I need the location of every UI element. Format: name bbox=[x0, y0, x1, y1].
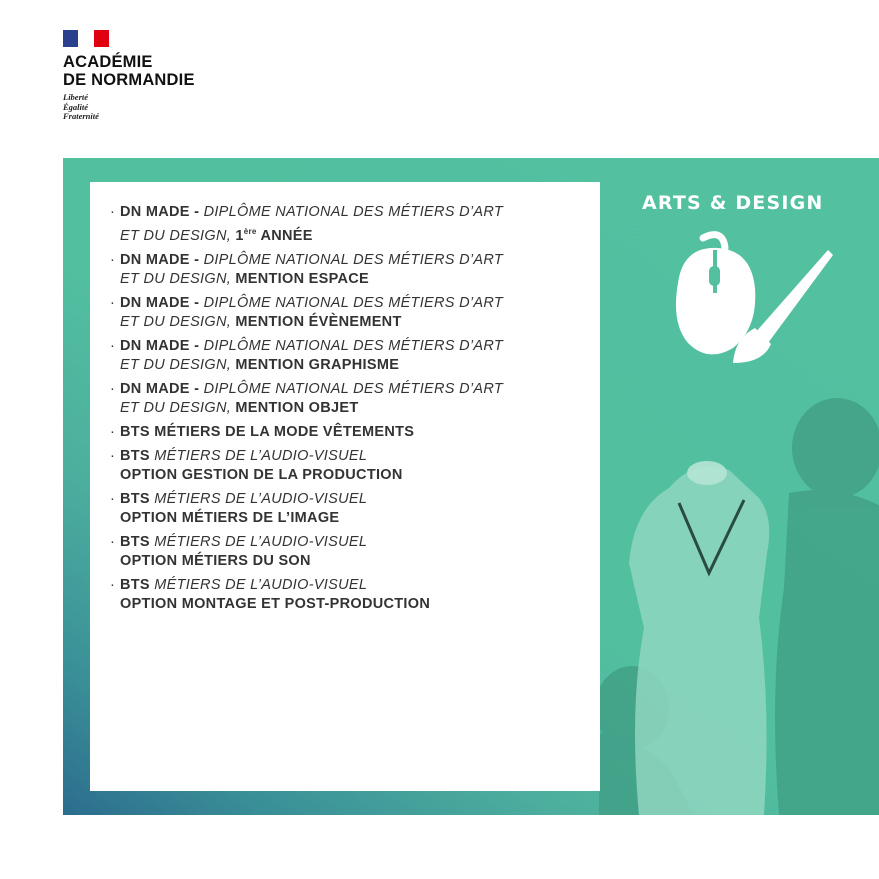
program-name: DIPLÔME NATIONAL DES MÉTIERS D’ART ET DU DESIGN, bbox=[120, 204, 504, 244]
program-bullet: · bbox=[110, 295, 116, 311]
program-code: DN MADE - bbox=[120, 295, 204, 311]
motto bbox=[63, 93, 195, 122]
program-code: DN MADE - bbox=[120, 338, 204, 354]
programs-list bbox=[110, 203, 515, 619]
students-photo bbox=[599, 388, 879, 815]
program-bullet: · bbox=[110, 338, 116, 354]
program-item bbox=[110, 294, 515, 332]
program-name: DIPLÔME NATIONAL DES MÉTIERS D’ART ET DU DESIGN, bbox=[120, 381, 504, 416]
program-name: MÉTIERS DE L’AUDIO-VISUEL bbox=[154, 534, 368, 550]
program-name: DIPLÔME NATIONAL DES MÉTIERS D’ART ET DU DESIGN, bbox=[120, 252, 504, 287]
program-code: DN MADE - bbox=[120, 204, 204, 220]
program-bullet: · bbox=[110, 534, 116, 550]
french-flag-icon bbox=[63, 30, 109, 47]
program-bullet: · bbox=[110, 491, 116, 507]
program-item bbox=[110, 447, 515, 485]
program-code: BTS bbox=[120, 577, 155, 593]
program-name: MÉTIERS DE L’AUDIO-VISUEL bbox=[154, 577, 368, 593]
program-bullet: · bbox=[110, 424, 116, 440]
program-code: BTS MÉTIERS DE LA MODE VÊTEMENTS bbox=[120, 424, 415, 440]
program-code: BTS bbox=[120, 534, 155, 550]
program-item bbox=[110, 490, 515, 528]
program-detail: MENTION ESPACE bbox=[231, 271, 370, 287]
motto-liberte: Liberté bbox=[63, 92, 89, 102]
program-name: MÉTIERS DE L’AUDIO-VISUEL bbox=[154, 448, 368, 464]
program-item bbox=[110, 203, 515, 246]
academy-logo bbox=[63, 30, 195, 122]
program-detail: MENTION OBJET bbox=[231, 400, 359, 416]
program-option: OPTION MONTAGE ET POST-PRODUCTION bbox=[120, 596, 431, 612]
program-option: OPTION MÉTIERS DE L’IMAGE bbox=[120, 510, 340, 526]
program-name: DIPLÔME NATIONAL DES MÉTIERS D’ART ET DU DESIGN, bbox=[120, 338, 504, 373]
motto-fraternite: Fraternité bbox=[63, 111, 99, 121]
program-item bbox=[110, 251, 515, 289]
program-code: BTS bbox=[120, 491, 155, 507]
institution-line-1: ACADÉMIE bbox=[63, 53, 153, 71]
mouse-paintbrush-icon bbox=[663, 228, 838, 378]
program-option: OPTION MÉTIERS DU SON bbox=[120, 553, 311, 569]
program-detail-suffix: ANNÉE bbox=[256, 228, 313, 244]
program-item bbox=[110, 337, 515, 375]
programs-card bbox=[90, 182, 600, 791]
institution-line-2: DE NORMANDIE bbox=[63, 71, 195, 89]
program-bullet: · bbox=[110, 252, 116, 268]
program-detail: 1 bbox=[231, 228, 244, 244]
program-option: OPTION GESTION DE LA PRODUCTION bbox=[120, 467, 403, 483]
program-bullet: · bbox=[110, 448, 116, 464]
program-code: DN MADE - bbox=[120, 252, 204, 268]
program-item bbox=[110, 380, 515, 418]
program-detail: MENTION GRAPHISME bbox=[231, 357, 400, 373]
program-detail-superscript: ère bbox=[243, 227, 257, 236]
program-item bbox=[110, 423, 515, 442]
program-detail: MENTION ÉVÈNEMENT bbox=[231, 314, 402, 330]
program-name: DIPLÔME NATIONAL DES MÉTIERS D’ART ET DU DESIGN, bbox=[120, 295, 504, 330]
program-item bbox=[110, 533, 515, 571]
program-bullet: · bbox=[110, 381, 116, 397]
institution-name bbox=[63, 53, 195, 89]
motto-egalite: Égalité bbox=[63, 101, 89, 112]
program-bullet: · bbox=[110, 577, 116, 593]
program-name: MÉTIERS DE L’AUDIO-VISUEL bbox=[154, 491, 368, 507]
arts-design-banner bbox=[63, 158, 879, 815]
program-code: BTS bbox=[120, 448, 155, 464]
program-item bbox=[110, 576, 515, 614]
banner-title: ARTS & DESIGN bbox=[642, 192, 824, 214]
program-bullet: · bbox=[110, 204, 116, 220]
program-code: DN MADE - bbox=[120, 381, 204, 397]
